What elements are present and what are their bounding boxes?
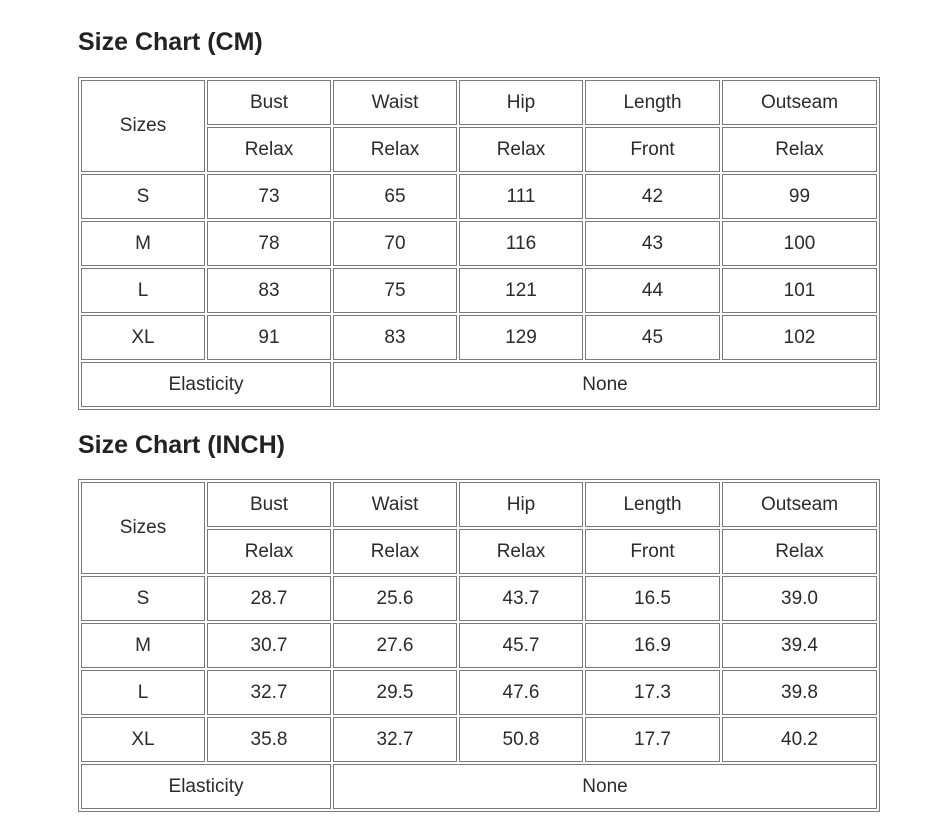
- value-cell-outseam: 101: [722, 268, 877, 313]
- table-row: [81, 268, 877, 313]
- value-cell-hip: 47.6: [459, 670, 583, 715]
- size-cell: L: [81, 268, 205, 313]
- value-cell-hip: 111: [459, 174, 583, 219]
- table-row: [81, 623, 877, 668]
- value-cell-waist: 32.7: [333, 717, 457, 762]
- header-cell-bust: Bust: [207, 80, 331, 125]
- size-cell: M: [81, 623, 205, 668]
- header-row: [81, 80, 877, 125]
- value-cell-length: 45: [585, 315, 720, 360]
- value-cell-length: 17.3: [585, 670, 720, 715]
- sizes-header-cell: Sizes: [81, 80, 205, 172]
- value-cell-bust: 83: [207, 268, 331, 313]
- elasticity-row: [81, 362, 877, 407]
- subheader-cell-hip: Relax: [459, 127, 583, 172]
- header-cell-bust: Bust: [207, 482, 331, 527]
- value-cell-waist: 29.5: [333, 670, 457, 715]
- subheader-cell-bust: Relax: [207, 529, 331, 574]
- value-cell-length: 44: [585, 268, 720, 313]
- header-cell-length: Length: [585, 80, 720, 125]
- size-chart-cm-table: [78, 77, 880, 410]
- header-cell-hip: Hip: [459, 482, 583, 527]
- value-cell-bust: 91: [207, 315, 331, 360]
- value-cell-waist: 83: [333, 315, 457, 360]
- header-cell-waist: Waist: [333, 482, 457, 527]
- table-row: [81, 670, 877, 715]
- subheader-cell-outseam: Relax: [722, 529, 877, 574]
- size-cell: XL: [81, 717, 205, 762]
- header-cell-waist: Waist: [333, 80, 457, 125]
- value-cell-outseam: 99: [722, 174, 877, 219]
- header-cell-outseam: Outseam: [722, 80, 877, 125]
- elasticity-value-cell: None: [333, 764, 877, 809]
- value-cell-bust: 28.7: [207, 576, 331, 621]
- value-cell-bust: 32.7: [207, 670, 331, 715]
- header-row: [81, 482, 877, 527]
- value-cell-bust: 30.7: [207, 623, 331, 668]
- subheader-cell-length: Front: [585, 127, 720, 172]
- value-cell-outseam: 39.8: [722, 670, 877, 715]
- value-cell-outseam: 102: [722, 315, 877, 360]
- size-chart-inch-table: [78, 479, 880, 812]
- value-cell-outseam: 100: [722, 221, 877, 266]
- subheader-cell-length: Front: [585, 529, 720, 574]
- value-cell-hip: 116: [459, 221, 583, 266]
- value-cell-bust: 73: [207, 174, 331, 219]
- size-chart-inch-title: Size Chart (INCH): [78, 431, 285, 459]
- subheader-cell-waist: Relax: [333, 127, 457, 172]
- value-cell-hip: 43.7: [459, 576, 583, 621]
- value-cell-length: 17.7: [585, 717, 720, 762]
- header-cell-outseam: Outseam: [722, 482, 877, 527]
- value-cell-bust: 78: [207, 221, 331, 266]
- size-cell: XL: [81, 315, 205, 360]
- value-cell-waist: 27.6: [333, 623, 457, 668]
- size-chart-cm-title: Size Chart (CM): [78, 28, 263, 56]
- size-cell: S: [81, 576, 205, 621]
- table-row: [81, 576, 877, 621]
- elasticity-label-cell: Elasticity: [81, 764, 331, 809]
- table-row: [81, 174, 877, 219]
- value-cell-waist: 65: [333, 174, 457, 219]
- size-cell: S: [81, 174, 205, 219]
- value-cell-waist: 75: [333, 268, 457, 313]
- subheader-cell-hip: Relax: [459, 529, 583, 574]
- table-row: [81, 717, 877, 762]
- table-row: [81, 221, 877, 266]
- header-cell-length: Length: [585, 482, 720, 527]
- header-cell-hip: Hip: [459, 80, 583, 125]
- subheader-cell-waist: Relax: [333, 529, 457, 574]
- value-cell-length: 42: [585, 174, 720, 219]
- value-cell-hip: 129: [459, 315, 583, 360]
- subheader-cell-bust: Relax: [207, 127, 331, 172]
- size-cell: M: [81, 221, 205, 266]
- table-row: [81, 315, 877, 360]
- size-cell: L: [81, 670, 205, 715]
- value-cell-bust: 35.8: [207, 717, 331, 762]
- elasticity-label-cell: Elasticity: [81, 362, 331, 407]
- value-cell-length: 43: [585, 221, 720, 266]
- value-cell-length: 16.5: [585, 576, 720, 621]
- value-cell-outseam: 39.0: [722, 576, 877, 621]
- value-cell-length: 16.9: [585, 623, 720, 668]
- value-cell-outseam: 39.4: [722, 623, 877, 668]
- elasticity-row: [81, 764, 877, 809]
- value-cell-hip: 50.8: [459, 717, 583, 762]
- value-cell-outseam: 40.2: [722, 717, 877, 762]
- value-cell-waist: 70: [333, 221, 457, 266]
- elasticity-value-cell: None: [333, 362, 877, 407]
- value-cell-hip: 45.7: [459, 623, 583, 668]
- value-cell-waist: 25.6: [333, 576, 457, 621]
- value-cell-hip: 121: [459, 268, 583, 313]
- sizes-header-cell: Sizes: [81, 482, 205, 574]
- subheader-cell-outseam: Relax: [722, 127, 877, 172]
